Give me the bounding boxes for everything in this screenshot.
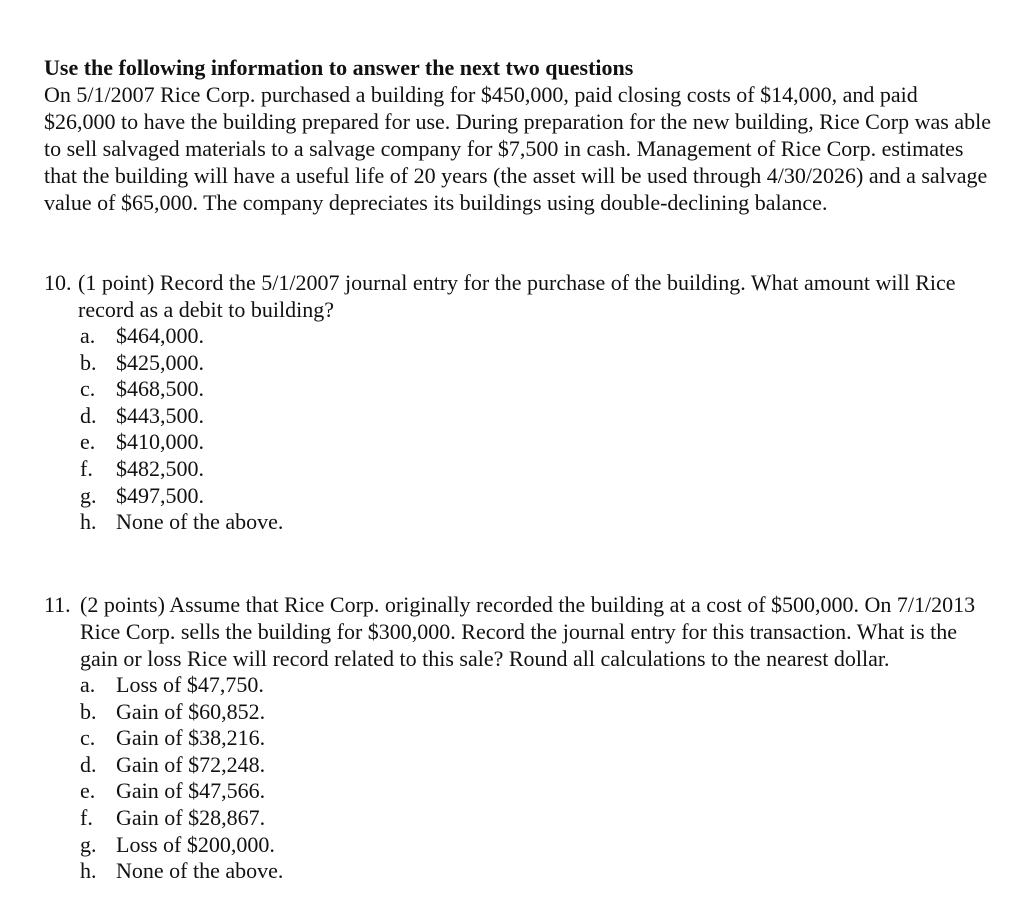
option-letter: a.	[80, 323, 96, 348]
answer-option	[80, 509, 984, 536]
option-letter: d.	[80, 402, 97, 428]
option-letter: e.	[80, 778, 96, 804]
option-letter: g.	[80, 482, 97, 508]
question-11-prompt	[44, 591, 984, 672]
option-text: None of the above.	[116, 858, 284, 884]
option-letter: a.	[80, 672, 96, 697]
question-number: 11.	[44, 592, 71, 617]
question-10	[44, 269, 984, 536]
option-letter: d.	[80, 751, 97, 777]
question-text: (1 point) Record the 5/1/2007 journal entry for the purchase of the building. What amount will Rice record as a debit to building?	[78, 270, 956, 322]
option-text: Gain of $72,248.	[116, 751, 266, 777]
answer-option	[80, 429, 984, 456]
intro-heading: Use the following information to answer the next two questions	[44, 55, 634, 80]
option-text: Gain of $28,867.	[116, 804, 266, 830]
option-letter: g.	[80, 831, 97, 857]
option-text: $410,000.	[116, 429, 204, 455]
question-10-prompt	[44, 269, 984, 323]
answer-option	[80, 832, 984, 859]
intro-section	[44, 54, 994, 216]
option-text: $425,000.	[116, 349, 204, 375]
option-text: $443,500.	[116, 402, 204, 428]
option-letter: h.	[80, 858, 97, 884]
option-text: Gain of $38,216.	[116, 725, 266, 751]
question-text: (2 points) Assume that Rice Corp. originally recorded the building at a cost of $500,000. On 7/1/2013 Rice Corp. sells the building for $300,000. Record the journal entry for this transaction. What is the gain or loss Rice will record related to this sale? Round all calculations to the nearest dollar.	[80, 592, 976, 671]
option-text: Loss of $200,000.	[116, 831, 275, 857]
option-text: Gain of $47,566.	[116, 778, 266, 804]
answer-option	[80, 725, 984, 752]
option-letter: c.	[80, 725, 96, 751]
option-letter: f.	[80, 804, 93, 830]
answer-option	[80, 699, 984, 726]
option-text: $464,000.	[116, 323, 204, 348]
option-text: $468,500.	[116, 376, 204, 402]
option-text: None of the above.	[116, 509, 284, 535]
answer-option	[80, 778, 984, 805]
option-letter: b.	[80, 698, 97, 724]
answer-option	[80, 805, 984, 832]
option-letter: e.	[80, 429, 96, 455]
answer-options-10	[44, 323, 984, 536]
answer-option	[80, 483, 984, 510]
option-text: Loss of $47,750.	[116, 672, 264, 697]
answer-options-11	[44, 672, 984, 885]
option-text: Gain of $60,852.	[116, 698, 266, 724]
answer-option	[80, 403, 984, 430]
answer-option	[80, 323, 984, 350]
option-text: $482,500.	[116, 455, 204, 481]
option-letter: h.	[80, 509, 97, 535]
question-11	[44, 591, 984, 885]
question-number: 10.	[44, 270, 72, 295]
answer-option	[80, 752, 984, 779]
answer-option	[80, 858, 984, 885]
answer-option	[80, 350, 984, 377]
answer-option	[80, 456, 984, 483]
answer-option	[80, 376, 984, 403]
option-text: $497,500.	[116, 482, 204, 508]
intro-paragraph: On 5/1/2007 Rice Corp. purchased a building for $450,000, paid closing costs of $14,000, and paid $26,000 to have the building prepared for use. During preparation for the new building, Rice Corp was able to sell salvaged materials to a salvage company for $7,500 in cash. Management of Rice Corp. estimates that the building will have a useful life of 20 years (the asset will be used through 4/30/2026) and a salvage value of $65,000. The company depreciates its buildings using double-declining balance.	[44, 82, 991, 215]
option-letter: c.	[80, 376, 96, 402]
option-letter: b.	[80, 349, 97, 375]
answer-option	[80, 672, 984, 699]
option-letter: f.	[80, 455, 93, 481]
